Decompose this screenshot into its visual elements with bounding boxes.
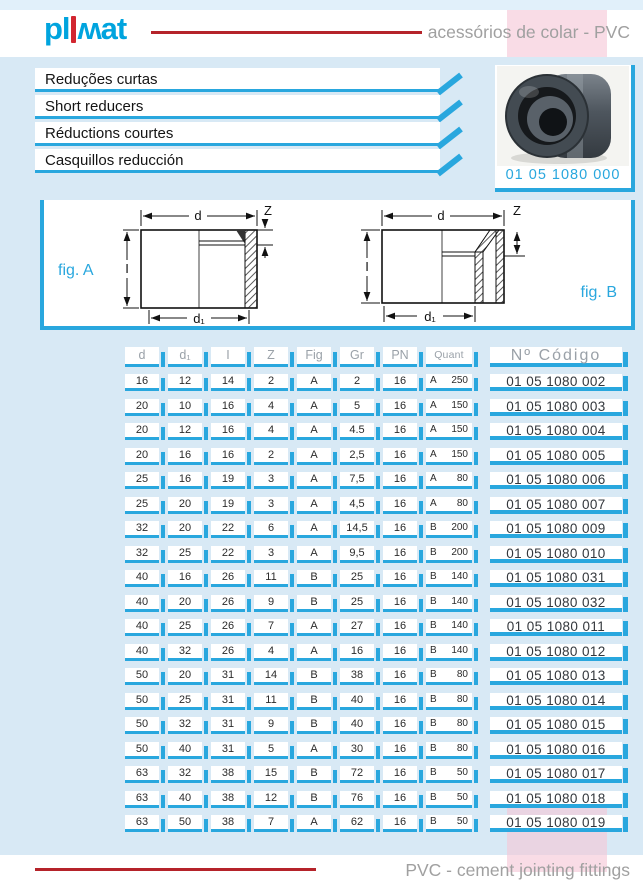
quant-bag: B [430,791,437,803]
cell-z: 15 [254,766,288,783]
dim-label-i: I [125,261,129,276]
quant-qty: 80 [456,718,468,729]
dim-label-z: Z [264,203,272,218]
cell-fig: B [297,791,331,808]
cell-d: 50 [125,668,159,685]
quant-bag: B [430,522,437,533]
quant-bag: B [430,644,437,656]
cell-gr: 9,5 [340,546,374,563]
cell-d: 25 [125,497,159,514]
cell-fig: A [297,399,331,416]
cell-pn: 16 [383,595,417,612]
cell-pn: 16 [383,423,417,440]
dim-label-i: I [365,259,369,274]
cell-z: 3 [254,497,288,514]
cell-pn: 16 [383,472,417,489]
cell-code: 01 05 1080 010 [490,546,622,563]
cell-i: 16 [211,448,245,465]
logo-mat: ʍat [77,11,127,46]
cell-quant [426,791,472,808]
cell-quant [426,595,472,612]
cell-fig: B [297,766,331,783]
cell-i: 31 [211,717,245,734]
table-rows [125,374,622,832]
dim-label-d: d [194,208,202,223]
cell-code: 01 05 1080 002 [490,374,622,391]
cell-quant [426,423,472,440]
product-card [495,65,635,192]
cell-code: 01 05 1080 005 [490,448,622,465]
logo-red-bar-icon [71,16,76,43]
cell-gr: 14,5 [340,521,374,538]
cell-fig: B [297,693,331,710]
cell-gr: 25 [340,570,374,587]
cell-d1: 40 [168,742,202,759]
dim-label-d: d [437,208,445,223]
cell-d1: 16 [168,472,202,489]
cell-i: 19 [211,472,245,489]
cell-gr: 4.5 [340,423,374,440]
cell-z: 5 [254,742,288,759]
cell-quant [426,448,472,465]
cell-d: 40 [125,644,159,661]
quant-qty: 80 [456,669,468,680]
cell-gr: 27 [340,619,374,636]
column-header-i: I [211,347,245,367]
cell-d: 32 [125,521,159,538]
quant-qty: 80 [456,693,468,705]
drawing-panel [40,200,635,330]
quant-qty: 50 [456,816,468,827]
cell-code: 01 05 1080 015 [490,717,622,734]
cell-quant [426,766,472,783]
product-code: 01 05 1080 000 [505,167,621,183]
cell-i: 16 [211,423,245,440]
quant-qty: 200 [451,522,468,533]
cell-quant [426,521,472,538]
cell-code: 01 05 1080 011 [490,619,622,636]
cell-quant [426,668,472,685]
quant-bag: A [430,473,437,484]
cell-code: 01 05 1080 007 [490,497,622,514]
cell-fig: A [297,448,331,465]
cell-gr: 2,5 [340,448,374,465]
quant-bag: B [430,595,437,607]
cell-pn: 16 [383,791,417,808]
figure-b-drawing [347,202,597,326]
cell-i: 26 [211,570,245,587]
cell-d1: 32 [168,766,202,783]
cell-fig: A [297,374,331,391]
cell-gr: 62 [340,815,374,832]
cell-i: 26 [211,595,245,612]
cell-d1: 20 [168,668,202,685]
cell-gr: 16 [340,644,374,661]
header-red-rule [151,31,422,34]
cell-pn: 16 [383,644,417,661]
title-banner [35,122,440,146]
quant-qty: 150 [451,399,468,411]
cell-d: 63 [125,791,159,808]
cell-d1: 32 [168,717,202,734]
cell-z: 9 [254,595,288,612]
dim-label-z: Z [513,203,521,218]
cell-code: 01 05 1080 014 [490,693,622,710]
cell-d: 20 [125,423,159,440]
plimat-logo [44,11,126,47]
cell-fig: A [297,815,331,832]
cell-pn: 16 [383,766,417,783]
cell-z: 14 [254,668,288,685]
cell-d1: 25 [168,546,202,563]
cell-code: 01 05 1080 018 [490,791,622,808]
figure-a-drawing [99,202,319,326]
cell-d1: 12 [168,374,202,391]
cell-d1: 50 [168,815,202,832]
column-header-d1: d₁ [168,347,202,367]
quant-qty: 150 [451,424,468,435]
table-row [125,644,622,661]
cell-fig: A [297,497,331,514]
cell-quant [426,619,472,636]
banner-arrow-icon [435,147,465,177]
cell-d: 63 [125,815,159,832]
cell-d: 20 [125,448,159,465]
title-banner [35,95,440,119]
title-banners [35,68,440,176]
figure-a-label: fig. A [58,262,94,279]
cell-d: 40 [125,595,159,612]
cell-gr: 25 [340,595,374,612]
banner-label: Casquillos reducción [45,152,184,169]
cell-z: 7 [254,815,288,832]
cell-z: 11 [254,693,288,710]
quant-bag: B [430,669,437,680]
quant-bag: B [430,767,437,778]
cell-z: 2 [254,374,288,391]
cell-gr: 7,5 [340,472,374,489]
cell-i: 26 [211,619,245,636]
cell-quant [426,644,472,661]
quant-bag: B [430,742,437,754]
cell-d: 32 [125,546,159,563]
quant-bag: B [430,693,437,705]
cell-i: 22 [211,521,245,538]
quant-qty: 80 [456,742,468,754]
quant-qty: 140 [451,571,468,582]
cell-z: 4 [254,644,288,661]
quant-qty: 80 [456,497,468,509]
column-header-z: Z [254,347,288,367]
table-row [125,399,622,416]
cell-quant [426,399,472,416]
column-header-quant: Quant [426,347,472,367]
cell-d: 40 [125,619,159,636]
cell-pn: 16 [383,717,417,734]
cell-d: 63 [125,766,159,783]
quant-bag: B [430,620,437,631]
cell-fig: B [297,595,331,612]
cell-code: 01 05 1080 016 [490,742,622,759]
column-header-fig: Fig [297,347,331,367]
cell-z: 3 [254,546,288,563]
logo-pl: pl [44,11,70,46]
cell-z: 9 [254,717,288,734]
cell-i: 38 [211,791,245,808]
cell-fig: A [297,423,331,440]
cell-pn: 16 [383,742,417,759]
quant-qty: 200 [451,546,468,558]
cell-quant [426,497,472,514]
cell-code: 01 05 1080 009 [490,521,622,538]
table-header-row [125,347,622,367]
cell-d1: 32 [168,644,202,661]
cell-pn: 16 [383,448,417,465]
cell-z: 4 [254,423,288,440]
cell-gr: 5 [340,399,374,416]
banner-label: Réductions courtes [45,125,174,142]
figure-b-label: fig. B [580,284,617,301]
cell-d1: 20 [168,497,202,514]
dimension-table [125,347,622,840]
cell-fig: A [297,472,331,489]
cell-code: 01 05 1080 013 [490,668,622,685]
cell-gr: 2 [340,374,374,391]
quant-bag: B [430,718,437,729]
cell-d: 20 [125,399,159,416]
cell-code: 01 05 1080 032 [490,595,622,612]
cell-z: 2 [254,448,288,465]
cell-pn: 16 [383,497,417,514]
quant-qty: 250 [451,375,468,386]
quant-bag: A [430,399,437,411]
cell-i: 38 [211,766,245,783]
cell-pn: 16 [383,521,417,538]
cell-quant [426,717,472,734]
banner-label: Reduções curtas [45,71,158,88]
cell-quant [426,742,472,759]
cell-gr: 72 [340,766,374,783]
cell-d1: 12 [168,423,202,440]
cell-pn: 16 [383,619,417,636]
quant-bag: B [430,571,437,582]
column-header-gr: Gr [340,347,374,367]
cell-i: 31 [211,693,245,710]
table-row [125,374,622,391]
cell-code: 01 05 1080 019 [490,815,622,832]
cell-d1: 10 [168,399,202,416]
cell-gr: 40 [340,693,374,710]
quant-bag: B [430,546,437,558]
cell-pn: 16 [383,399,417,416]
quant-qty: 140 [451,595,468,607]
cell-fig: A [297,521,331,538]
cell-d: 50 [125,742,159,759]
table-row [125,717,622,734]
cell-code: 01 05 1080 004 [490,423,622,440]
table-row [125,472,622,489]
cell-fig: B [297,570,331,587]
footer-red-rule [35,868,316,871]
cell-d1: 20 [168,521,202,538]
cell-fig: B [297,717,331,734]
cell-pn: 16 [383,668,417,685]
quant-qty: 80 [456,473,468,484]
quant-bag: B [430,816,437,827]
table-row [125,423,622,440]
table-row [125,448,622,465]
table-row [125,742,622,759]
top-strip [0,0,643,10]
cell-gr: 38 [340,668,374,685]
table-row [125,668,622,685]
cell-d1: 25 [168,693,202,710]
cell-quant [426,546,472,563]
cell-d: 40 [125,570,159,587]
cell-d: 50 [125,717,159,734]
table-row [125,521,622,538]
table-row [125,766,622,783]
cell-fig: A [297,546,331,563]
cell-quant [426,815,472,832]
title-banner [35,149,440,173]
dim-label-d1: d₁ [193,311,205,326]
quant-qty: 50 [456,767,468,778]
table-row [125,595,622,612]
column-header-d: d [125,347,159,367]
cell-gr: 30 [340,742,374,759]
cell-pn: 16 [383,815,417,832]
cell-d: 16 [125,374,159,391]
cell-gr: 4,5 [340,497,374,514]
cell-d1: 16 [168,448,202,465]
cell-gr: 76 [340,791,374,808]
table-row [125,815,622,832]
cell-z: 7 [254,619,288,636]
table-row [125,570,622,587]
cell-gr: 40 [340,717,374,734]
table-row [125,619,622,636]
cell-pn: 16 [383,374,417,391]
cell-code: 01 05 1080 017 [490,766,622,783]
quant-bag: A [430,375,437,386]
banner-arrow-icon [435,93,465,123]
cell-pn: 16 [383,570,417,587]
cell-i: 31 [211,742,245,759]
table-row [125,497,622,514]
cell-z: 11 [254,570,288,587]
banner-arrow-icon [435,120,465,150]
cell-z: 3 [254,472,288,489]
column-header-pn: PN [383,347,417,367]
quant-bag: A [430,424,437,435]
header-tagline: acessórios de colar - PVC [427,22,630,42]
column-header-code: Nº Código [490,347,622,367]
dim-label-d1: d₁ [424,309,436,324]
cell-fig: A [297,644,331,661]
cell-z: 6 [254,521,288,538]
cell-d1: 20 [168,595,202,612]
cell-fig: A [297,742,331,759]
title-banner [35,68,440,92]
quant-bag: A [430,497,437,509]
banner-label: Short reducers [45,98,144,115]
cell-i: 26 [211,644,245,661]
table-row [125,791,622,808]
banner-arrow-icon [435,66,465,96]
cell-d1: 16 [168,570,202,587]
cell-code: 01 05 1080 003 [490,399,622,416]
cell-i: 22 [211,546,245,563]
quant-qty: 50 [456,791,468,803]
cell-z: 12 [254,791,288,808]
cell-quant [426,570,472,587]
cell-d1: 25 [168,619,202,636]
cell-code: 01 05 1080 031 [490,570,622,587]
cell-i: 14 [211,374,245,391]
table-row [125,546,622,563]
cell-d: 25 [125,472,159,489]
cell-quant [426,693,472,710]
cell-pn: 16 [383,546,417,563]
cell-code: 01 05 1080 012 [490,644,622,661]
product-photo [497,66,629,166]
cell-d: 50 [125,693,159,710]
cell-code: 01 05 1080 006 [490,472,622,489]
cell-i: 31 [211,668,245,685]
cell-d1: 40 [168,791,202,808]
cell-fig: B [297,668,331,685]
cell-quant [426,472,472,489]
cell-i: 19 [211,497,245,514]
quant-bag: A [430,448,437,460]
cell-pn: 16 [383,693,417,710]
quant-qty: 150 [451,448,468,460]
footer-tagline: PVC - cement jointing fittings [405,860,630,880]
quant-qty: 140 [451,620,468,631]
table-row [125,693,622,710]
cell-fig: A [297,619,331,636]
cell-z: 4 [254,399,288,416]
cell-quant [426,374,472,391]
cell-i: 38 [211,815,245,832]
cell-i: 16 [211,399,245,416]
quant-qty: 140 [451,644,468,656]
